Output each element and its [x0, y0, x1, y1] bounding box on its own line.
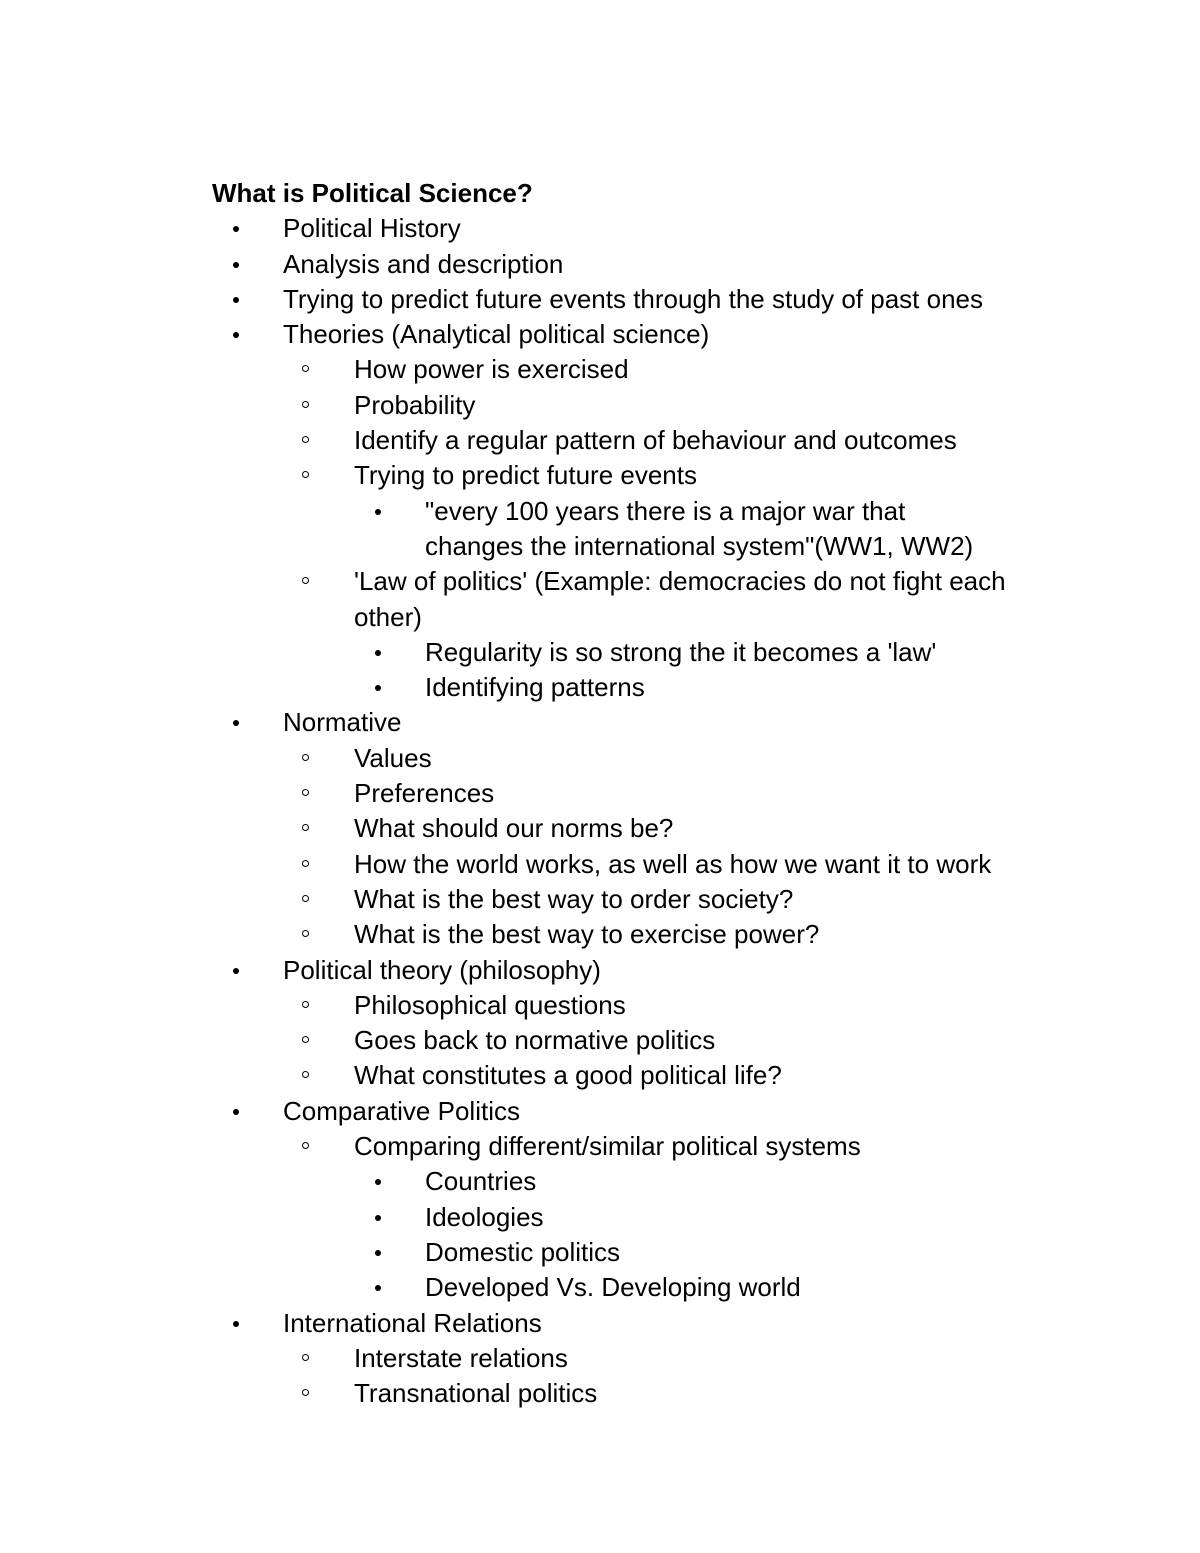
list-item-level-2 — [212, 388, 1092, 423]
list-item-text: Ideologies — [425, 1201, 544, 1232]
list-item-text: Philosophical questions — [354, 989, 626, 1020]
list-item-level-2 — [212, 917, 1092, 952]
list-item-text: 'Law of politics' (Example: democracies do not fight each other) — [354, 566, 1006, 632]
list-item-level-1 — [212, 1306, 1092, 1341]
list-item-text: Regularity is so strong the it becomes a 'law' — [425, 636, 937, 667]
list-item-level-3 — [212, 494, 1092, 565]
list-item-level-3 — [212, 1235, 1092, 1270]
list-item-level-3 — [212, 1200, 1092, 1235]
list-item-level-1 — [212, 1094, 1092, 1129]
list-item-level-1 — [212, 705, 1092, 740]
bullet-outline — [212, 211, 1092, 1411]
list-item-level-2 — [212, 458, 1092, 493]
list-item-level-2 — [212, 847, 1092, 882]
list-item-level-2 — [212, 741, 1092, 776]
list-item-text: "every 100 years there is a major war that changes the international system"(WW1, WW2) — [425, 495, 974, 561]
list-item-level-1 — [212, 953, 1092, 988]
list-item-text: How power is exercised — [354, 354, 629, 385]
list-item-level-2 — [212, 1129, 1092, 1164]
list-item-text: What is the best way to exercise power? — [354, 919, 820, 950]
list-item-level-3 — [212, 1270, 1092, 1305]
list-item-text: Preferences — [354, 778, 495, 809]
list-item-text: Comparing different/similar political systems — [354, 1131, 861, 1162]
list-item-text: Trying to predict future events — [354, 460, 697, 491]
list-item-text: Goes back to normative politics — [354, 1025, 716, 1056]
list-item-level-2 — [212, 564, 1092, 635]
list-item-text: Political History — [283, 213, 461, 244]
list-item-text: Transnational politics — [354, 1378, 598, 1409]
list-item-text: International Relations — [283, 1307, 542, 1338]
document-content — [212, 176, 1092, 1411]
list-item-level-3 — [212, 1164, 1092, 1199]
list-item-text: Normative — [283, 707, 402, 738]
list-item-text: Domestic politics — [425, 1236, 621, 1267]
list-item-text: Interstate relations — [354, 1342, 568, 1373]
list-item-level-1 — [212, 282, 1092, 317]
list-item-text: Political theory (philosophy) — [283, 954, 601, 985]
list-item-text: Identifying patterns — [425, 672, 645, 703]
list-item-text: What should our norms be? — [354, 813, 674, 844]
list-item-level-2 — [212, 423, 1092, 458]
list-item-text: What constitutes a good political life? — [354, 1060, 782, 1091]
list-item-level-2 — [212, 1376, 1092, 1411]
list-item-text: What is the best way to order society? — [354, 883, 794, 914]
list-item-text: Theories (Analytical political science) — [283, 319, 710, 350]
list-item-text: Identify a regular pattern of behaviour and outcomes — [354, 425, 957, 456]
document-title: What is Political Science? — [212, 178, 533, 208]
list-item-level-2 — [212, 1023, 1092, 1058]
list-item-text: Comparative Politics — [283, 1095, 520, 1126]
list-item-level-1 — [212, 247, 1092, 282]
list-item-text: Trying to predict future events through the study of past ones — [283, 283, 983, 314]
list-item-level-2 — [212, 988, 1092, 1023]
list-item-level-2 — [212, 811, 1092, 846]
list-item-level-2 — [212, 1341, 1092, 1376]
list-item-text: Analysis and description — [283, 248, 564, 279]
list-item-text: Developed Vs. Developing world — [425, 1272, 801, 1303]
list-item-level-2 — [212, 882, 1092, 917]
list-item-text: Countries — [425, 1166, 537, 1197]
list-item-level-2 — [212, 776, 1092, 811]
list-item-level-3 — [212, 670, 1092, 705]
list-item-level-1 — [212, 317, 1092, 352]
list-item-level-1 — [212, 211, 1092, 246]
list-item-text: Values — [354, 742, 432, 773]
list-item-level-2 — [212, 1058, 1092, 1093]
list-item-level-2 — [212, 352, 1092, 387]
list-item-text: Probability — [354, 389, 476, 420]
list-item-text: How the world works, as well as how we want it to work — [354, 848, 992, 879]
list-item-level-3 — [212, 635, 1092, 670]
